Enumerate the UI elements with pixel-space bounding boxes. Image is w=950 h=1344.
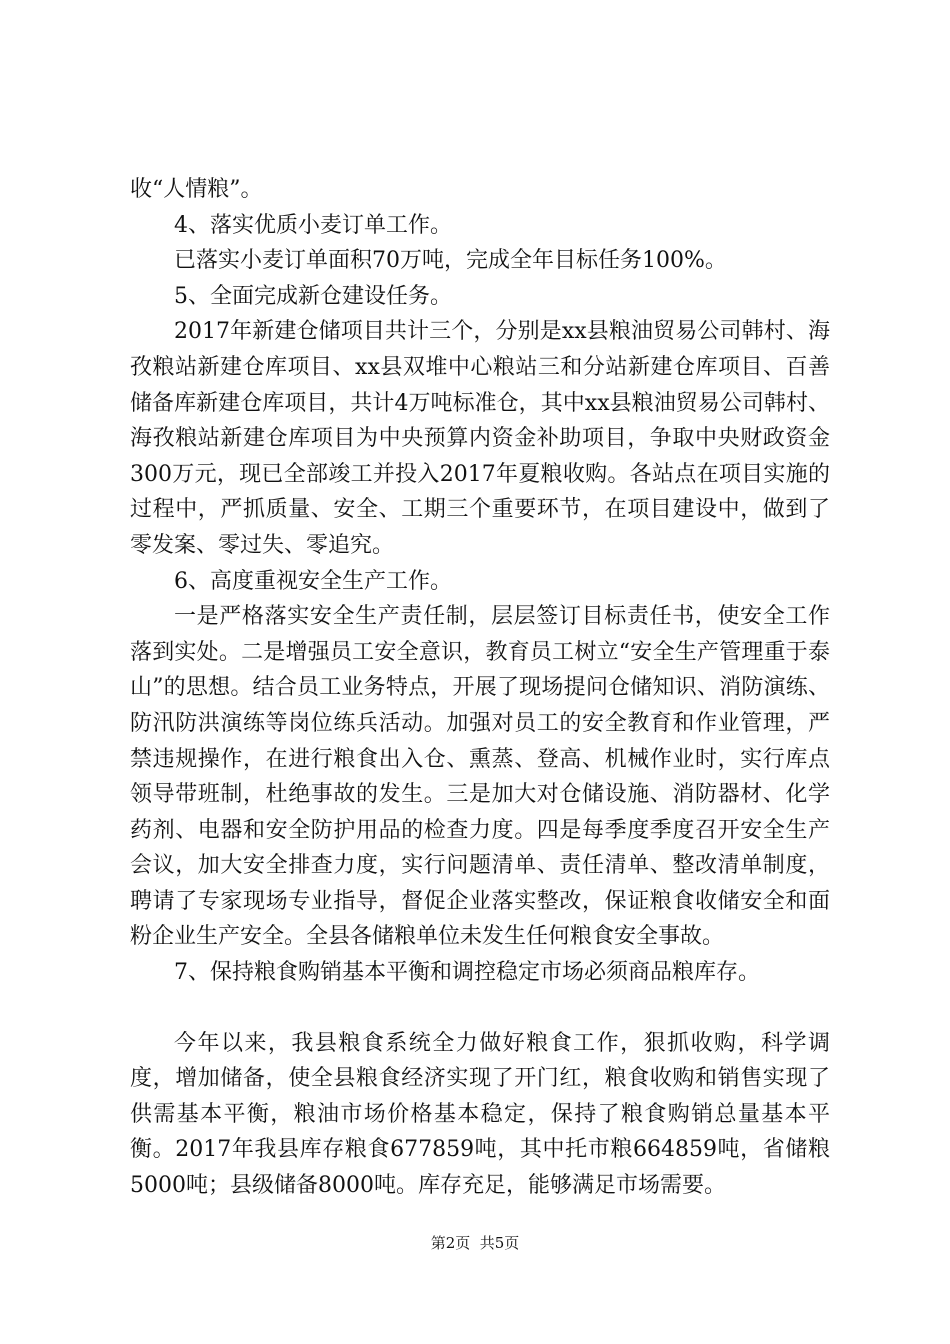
page-number: 第2页 共5页 [430, 1234, 520, 1252]
heading-new-warehouses: 5、全面完成新仓建设任务。 [174, 283, 452, 309]
heading-safety: 6、高度重视安全生产工作。 [174, 568, 452, 594]
paragraph-grain-balance: 今年以来，我县粮食系统全力做好粮食工作，狠抓收购，科学调度，增加储备，使全县粮食经济实现了开门红，粮食收购和销售实现了供需基本平衡，粮油市场价格基本稳定，保持了粮食购销总量基本平衡。2017年我县库存粮食677859吨，其中托市粮664859吨，省储粮5000吨；县级储备8000吨。库存充足，能够满足市场需要。 [130, 1030, 830, 1199]
paragraph-safety: 一是严格落实安全生产责任制，层层签订目标责任书，使安全工作落到实处。二是增强员工安全意识，教育员工树立“安全生产管理重于泰山”的思想。结合员工业务特点，开展了现场提问仓储知识、消防演练、防汛防洪演练等岗位练兵活动。加强对员工的安全教育和作业管理，严禁违规操作，在进行粮食出入仓、熏蒸、登高、机械作业时，实行库点领导带班制，杜绝事故的发生。三是加大对仓储设施、消防器材、化学药剂、电器和安全防护用品的检查力度。四是每季度季度召开安全生产会议，加大安全排查力度，实行问题清单、责任清单、整改清单制度，聘请了专家现场专业指导，督促企业落实整改，保证粮食收储安全和面粉企业生产安全。全县各储粮单位未发生任何粮食安全事故。 [130, 604, 830, 950]
paragraph-new-warehouses: 2017年新建仓储项目共计三个，分别是xx县粮油贸易公司韩村、海孜粮站新建仓库项目、xx县双堆中心粮站三和分站新建仓库项目、百善储备库新建仓库项目，共计4万吨标准仓，其中xx县粮油贸易公司韩村、海孜粮站新建仓库项目为中央预算内资金补助项目，争取中央财政资金300万元，现已全部竣工并投入2017年夏粮收购。各站点在项目实施的过程中，严抓质量、安全、工期三个重要环节，在项目建设中，做到了零发案、零过失、零追究。 [130, 319, 830, 558]
heading-wheat-orders: 4、落实优质小麦订单工作。 [174, 212, 452, 238]
heading-grain-balance: 7、保持粮食购销基本平衡和调控稳定市场必须商品粮库存。 [174, 960, 760, 986]
document-body [130, 172, 830, 1204]
paragraph-continuation: 收“人情粮”。 [130, 177, 263, 202]
paragraph-wheat-orders: 已落实小麦订单面积70万吨，完成全年目标任务100%。 [174, 248, 727, 274]
